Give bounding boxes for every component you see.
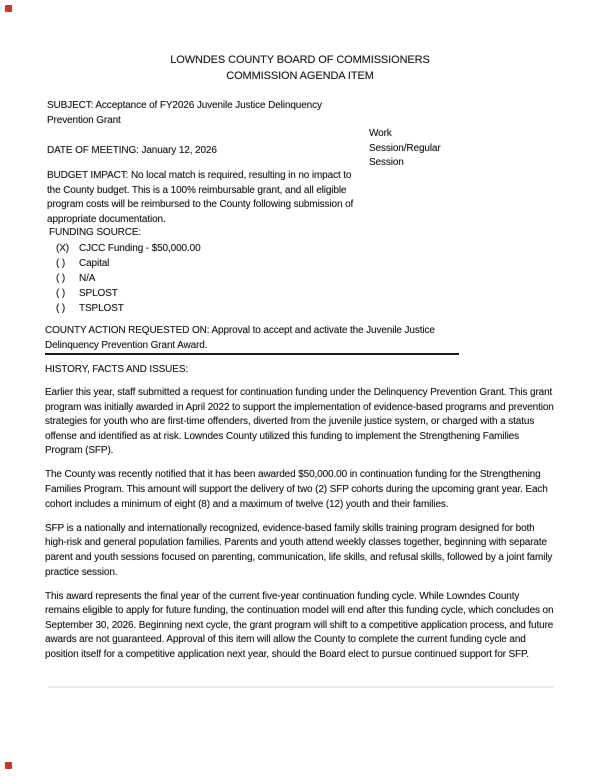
- date-of-meeting: DATE OF MEETING: January 12, 2026: [47, 145, 217, 156]
- budget-impact-paragraph: BUDGET IMPACT: No local match is required, resulting in no impact to the County budget. This is a 100% reimbursable grant, and all eligible program costs will be reimbursed to the County following submission of appropriate documentation.: [47, 170, 354, 225]
- checkbox-mark: ( ): [56, 273, 66, 284]
- history-facts-issues-heading: HISTORY, FACTS AND ISSUES:: [45, 364, 189, 375]
- funding-option-label: Capital: [79, 258, 110, 269]
- funding-option-label: N/A: [79, 273, 96, 284]
- document-header: [0, 53, 600, 84]
- funding-source-options: [56, 241, 356, 316]
- history-paragraph-1: Earlier this year, staff submitted a request for continuation funding under the Delinquency Prevention Grant. This grant program was initially awarded in April 2022 to support the implementation of evidence-based programs and prevention strategies for youth who are first-time offenders, diverted from the juvenile justice system, or charged with a status offense and identified as at risk. Lowndes County utilized this funding to implement the Strengthening Families Program (SFP).: [45, 387, 554, 457]
- county-action-requested: COUNTY ACTION REQUESTED ON: Approval to accept and activate the Juvenile Justice Delinquency Prevention Grant Award.: [45, 325, 435, 351]
- history-body: [45, 386, 556, 672]
- red-scan-mark-top-left: [5, 5, 12, 12]
- history-paragraph-4: This award represents the final year of the current five-year continuation funding cycle. While Lowndes County remains eligible to apply for future funding, the continuation model will end after this funding cycle, which concludes on September 30, 2026. Beginning next cycle, the grant program will shift to a competitive application process, and future awards are not guaranteed. Approval of this item will allow the County to complete the current funding cycle and position itself for a competitive application next year, should the Board elect to pursue continued support for SFP.: [45, 590, 554, 660]
- subject-line: SUBJECT: Acceptance of FY2026 Juvenile Justice Delinquency Prevention Grant: [47, 100, 322, 126]
- history-paragraph-3: SFP is a nationally and internationally recognized, evidence-based family skills training program designed for both high-risk and general population families. Parents and youth attend weekly classes together, beginning with separate parent and youth sessions focused on parenting, communication, life skills, and refusal skills, followed by a joint family practice session.: [45, 522, 553, 578]
- funding-option-label: SPLOST: [79, 288, 118, 299]
- scan-artifact-line: [48, 686, 554, 688]
- funding-option-na: [56, 271, 356, 286]
- header-org-title: LOWNDES COUNTY BOARD OF COMMISSIONERS: [170, 54, 430, 66]
- session-type-label: Work Session/Regular Session: [369, 128, 441, 169]
- funding-option-capital: [56, 256, 356, 271]
- header-doc-type: COMMISSION AGENDA ITEM: [226, 69, 374, 82]
- funding-option-label: CJCC Funding - $50,000.00: [79, 243, 201, 254]
- checkbox-mark: ( ): [56, 258, 66, 269]
- funding-option-label: TSPLOST: [79, 303, 124, 314]
- funding-option-cjcc: [56, 241, 356, 256]
- funding-option-tsplost: [56, 301, 356, 316]
- horizontal-divider-line: [45, 353, 459, 355]
- checkbox-mark: ( ): [56, 288, 66, 299]
- funding-source-heading: FUNDING SOURCE:: [49, 227, 142, 238]
- history-paragraph-2: The County was recently notified that it has been awarded $50,000.00 in continuation funding for the Strengthening Families Program. This amount will support the delivery of two (2) SFP cohorts during the upcoming grant year. Each cohort includes a minimum of eight (8) and a maximum of twelve (12) youth and their families.: [45, 469, 548, 510]
- funding-option-splost: [56, 286, 356, 301]
- checkbox-mark: ( ): [56, 303, 66, 314]
- checkbox-mark: (X): [56, 243, 69, 254]
- red-scan-mark-bottom-left: [5, 762, 12, 769]
